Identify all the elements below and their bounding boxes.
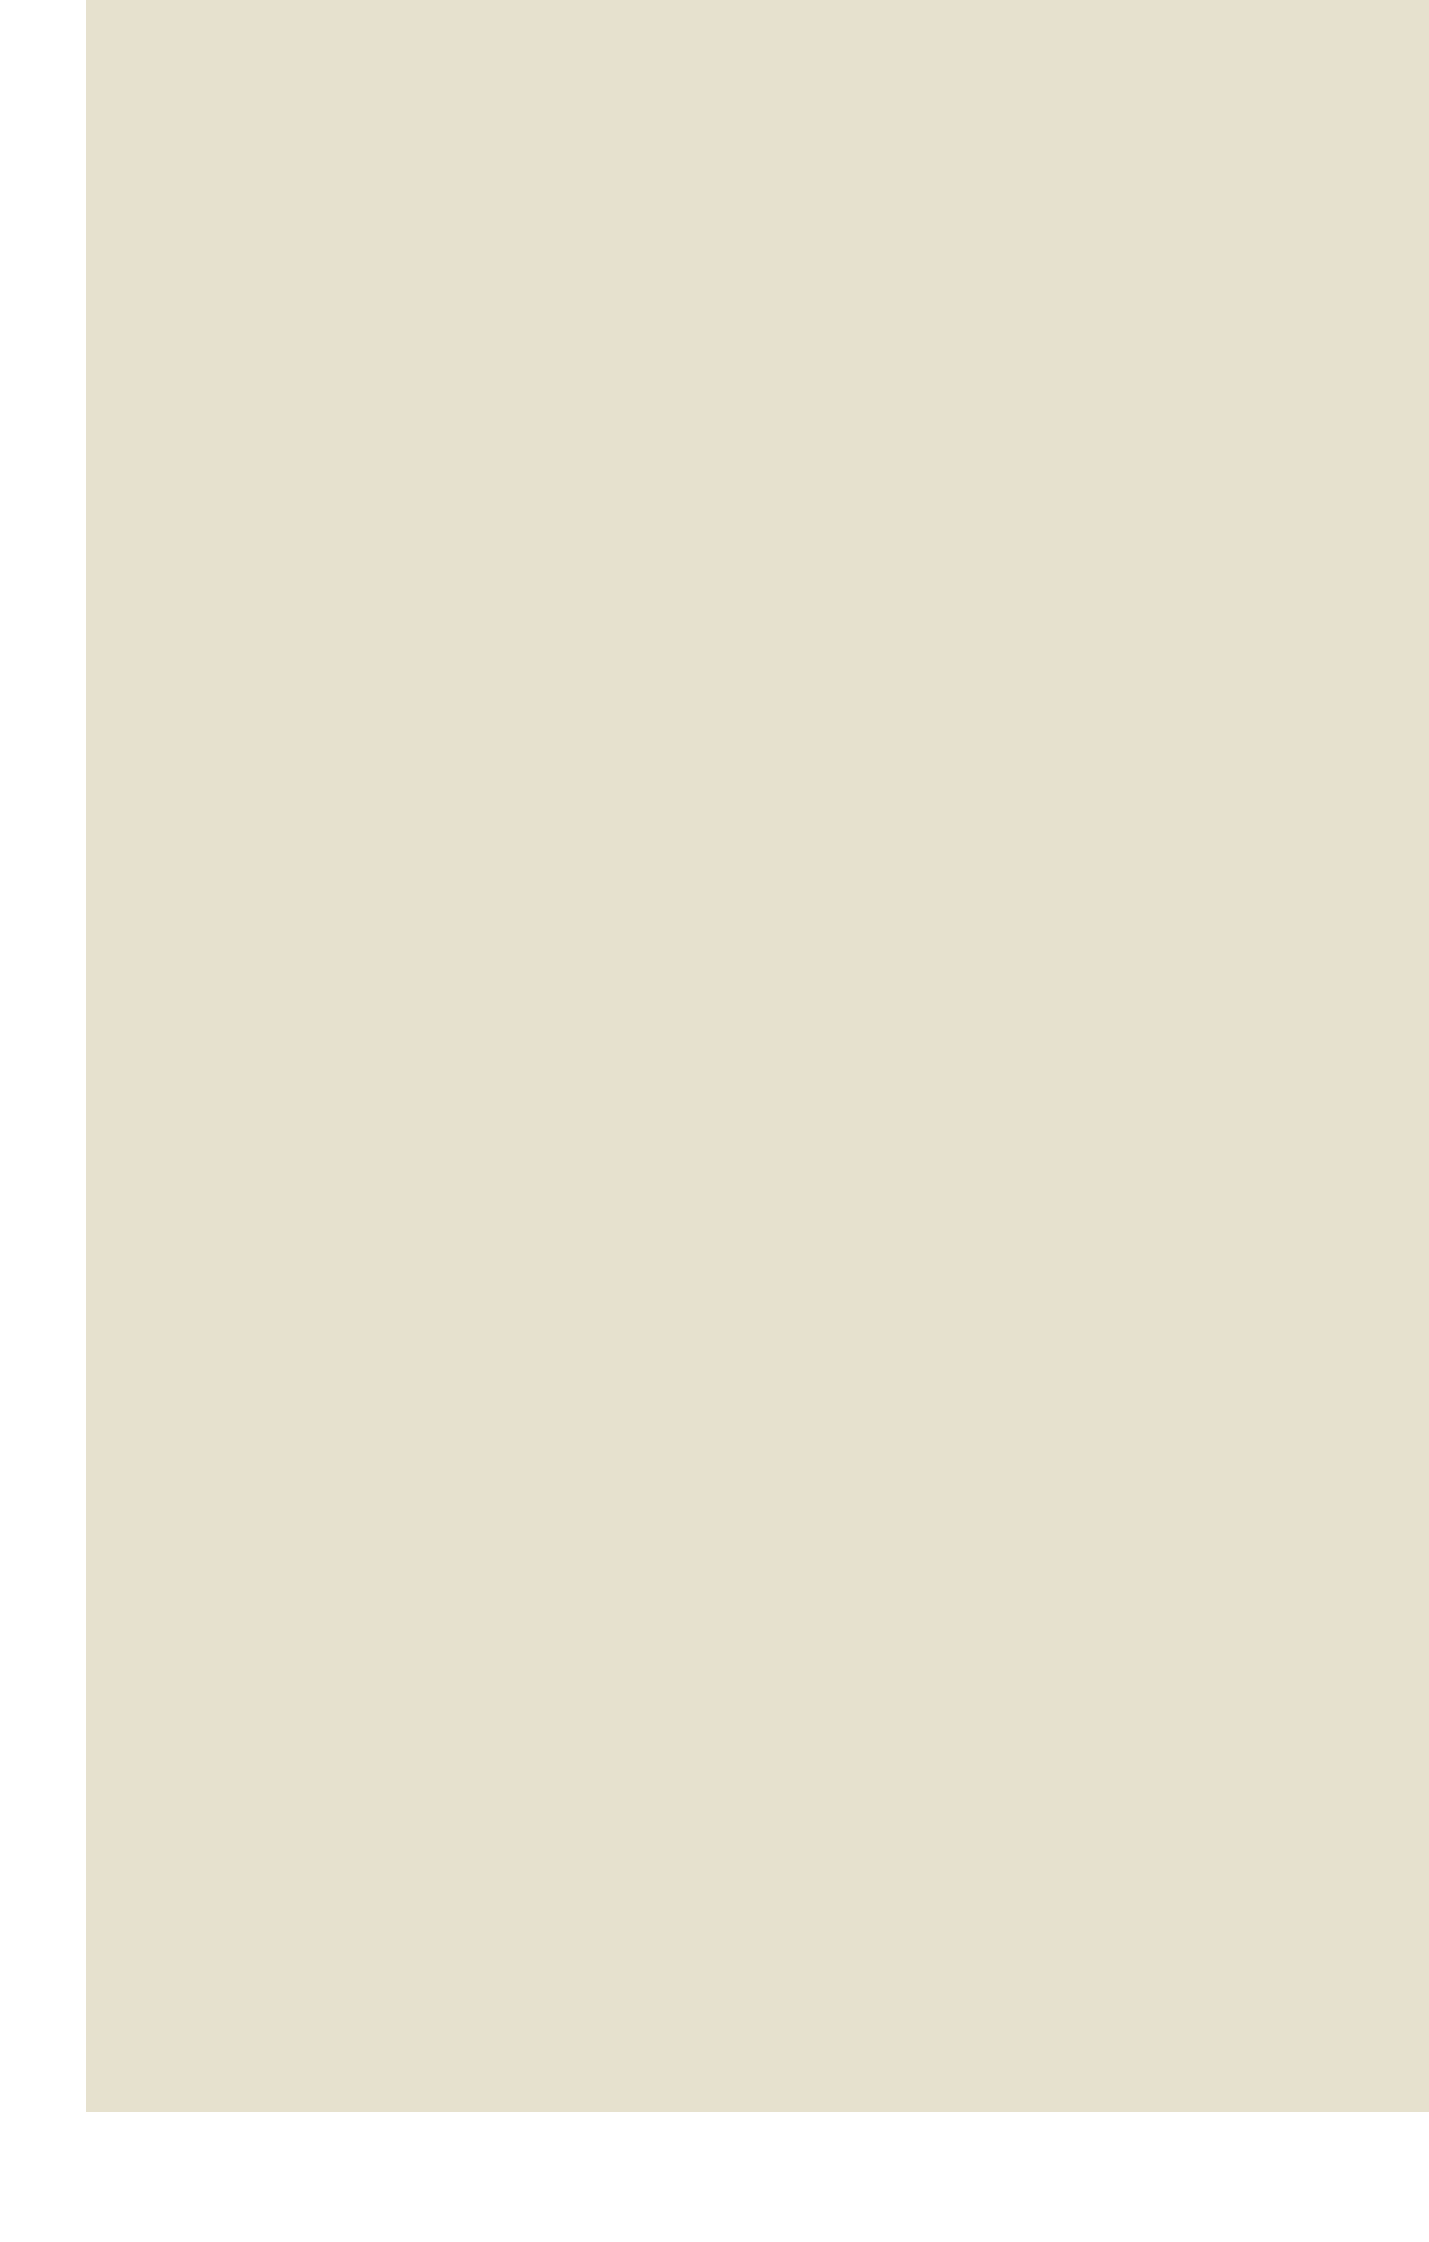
book-page (86, 0, 1429, 2112)
